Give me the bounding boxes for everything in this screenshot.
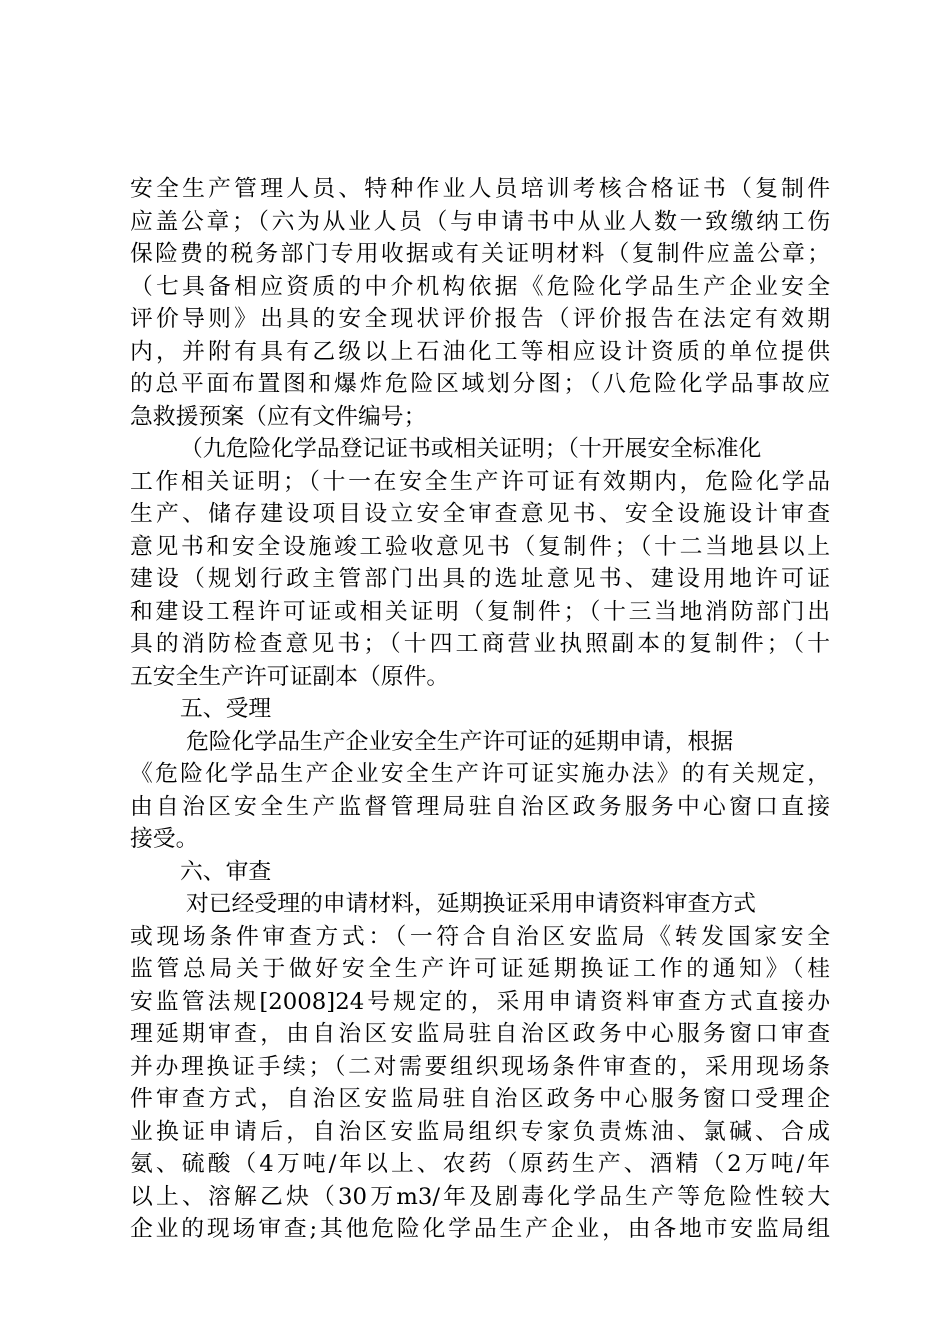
text-line: 急救援预案（应有文件编号；: [130, 403, 427, 430]
text-line: 内，并附有具有乙级以上石油化工等相应设计资质的单位提供: [130, 338, 830, 365]
paragraph-materials-2: [130, 433, 830, 693]
text-line: 业换证申请后，自治区安监局组织专家负责炼油、氯碱、合成: [130, 1118, 830, 1145]
text-line: 安监管法规[2008]24号规定的，采用申请资料审查方式直接办: [130, 988, 830, 1015]
text-line: 《危险化学品生产企业安全生产许可证实施办法》的有关规定，: [130, 761, 830, 787]
text-line: 理延期审查，由自治区安监局驻自治区政务中心服务窗口审查: [130, 1021, 830, 1047]
document-page: [130, 173, 830, 1246]
text-line: 的总平面布置图和爆炸危险区域划分图；（八危险化学品事故应: [130, 371, 830, 397]
section-heading-review: [130, 856, 830, 889]
text-line: 应盖公章；（六为从业人员（与申请书中从业人数一致缴纳工伤: [130, 208, 830, 235]
text-line: 五安全生产许可证副本（原件。: [130, 663, 450, 690]
section-title: 六、审查: [180, 858, 272, 885]
text-line: 件审查方式，自治区安监局驻自治区政务中心服务窗口受理企: [130, 1086, 830, 1112]
text-line: 并办理换证手续；（二对需要组织现场条件审查的，采用现场条: [130, 1053, 830, 1080]
text-line: 和建设工程许可证或相关证明（复制件；（十三当地消防部门出: [130, 598, 830, 625]
text-line: 危险化学品生产企业安全生产许可证的延期申请，根据: [186, 728, 734, 755]
paragraph-review: [130, 888, 830, 1246]
text-line: 企业的现场审查;其他危险化学品生产企业，由各地市安监局组: [130, 1216, 830, 1242]
text-line: 意见书和安全设施竣工验收意见书（复制件；（十二当地县以上: [130, 533, 830, 560]
text-line: 生产、储存建设项目设立安全审查意见书、安全设施设计审查: [130, 501, 830, 527]
paragraph-acceptance: [130, 726, 830, 856]
text-line: 评价导则》出具的安全现状评价报告（评价报告在法定有效期: [130, 306, 830, 332]
section-heading-acceptance: [130, 693, 830, 726]
text-line: 对已经受理的申请材料，延期换证采用申请资料审查方式: [186, 891, 756, 917]
text-line: 安全生产管理人员、特种作业人员培训考核合格证书（复制件: [130, 176, 830, 202]
text-line: 氨、硫酸（4万吨/年以上、农药（原药生产、酒精（2万吨/年: [130, 1151, 830, 1177]
text-line: 工作相关证明；（十一在安全生产许可证有效期内，危险化学品: [130, 468, 830, 495]
section-title: 五、受理: [180, 696, 272, 722]
text-line: 由自治区安全生产监督管理局驻自治区政务服务中心窗口直接: [130, 793, 830, 820]
text-line: 具的消防检查意见书；（十四工商营业执照副本的复制件；（十: [130, 631, 830, 657]
text-line: （七具备相应资质的中介机构依据《危险化学品生产企业安全: [130, 273, 830, 300]
text-line: （九危险化学品登记证书或相关证明；（十开展安全标准化: [180, 436, 762, 462]
text-line: 接受。: [130, 826, 199, 852]
text-line: 监管总局关于做好安全生产许可证延期换证工作的通知》（桂: [130, 956, 830, 982]
text-line: 或现场条件审查方式：（一符合自治区安监局《转发国家安全: [130, 923, 830, 950]
text-line: 以上、溶解乙炔（30万m3/年及剧毒化学品生产等危险性较大: [130, 1183, 830, 1210]
paragraph-materials-cont: [130, 173, 830, 433]
text-line: 保险费的税务部门专用收据或有关证明材料（复制件应盖公章；: [130, 241, 830, 267]
text-line: 建设（规划行政主管部门出具的选址意见书、建设用地许可证: [130, 566, 830, 592]
